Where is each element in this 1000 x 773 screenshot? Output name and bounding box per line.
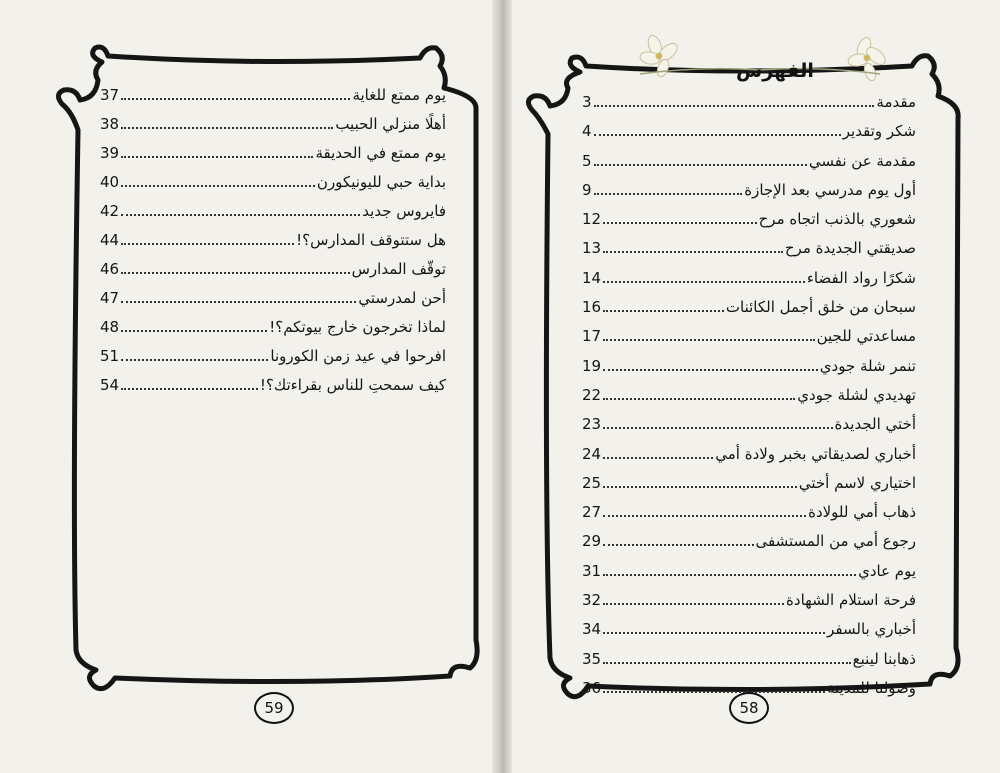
toc-entry xyxy=(100,289,446,318)
dot-leader xyxy=(603,562,856,576)
dot-leader xyxy=(121,86,350,100)
toc-entry-page: 24 xyxy=(582,444,602,463)
toc-entry-page: 16 xyxy=(582,298,602,317)
dot-leader xyxy=(594,152,807,166)
toc-list-right xyxy=(582,93,916,708)
toc-entry-page: 3 xyxy=(582,93,592,111)
toc-entry-page: 51 xyxy=(100,347,120,365)
toc-entry-title: سبحان من خلق أجمل الكائنات xyxy=(725,298,916,317)
dot-leader xyxy=(603,474,797,488)
dot-leader xyxy=(603,298,724,312)
toc-entry xyxy=(100,86,446,115)
dot-leader xyxy=(603,386,795,400)
toc-entry-title: مقدمة xyxy=(876,93,916,111)
toc-entry xyxy=(100,231,446,260)
toc-entry-page: 29 xyxy=(582,532,602,551)
dot-leader xyxy=(121,260,350,274)
toc-entry-page: 17 xyxy=(582,327,602,346)
toc-entry-page: 5 xyxy=(582,151,592,170)
dot-leader xyxy=(121,376,258,390)
dot-leader xyxy=(603,415,832,429)
dot-leader xyxy=(594,93,875,107)
toc-entry-title: اختياري لاسم أختي xyxy=(798,473,916,492)
toc-entry xyxy=(582,445,916,474)
toc-entry-title: افرحوا في عيد زمن الكورونا xyxy=(270,347,446,365)
toc-entry xyxy=(100,173,446,202)
toc-entry xyxy=(100,115,446,144)
toc-entry-title: فايروس جديد xyxy=(362,202,446,220)
toc-entry-title: شكر وتقدير xyxy=(842,122,916,141)
toc-entry-page: 48 xyxy=(100,318,120,336)
toc-entry xyxy=(582,122,916,151)
toc-entry-title: أحن لمدرستي xyxy=(358,289,446,307)
toc-entry xyxy=(582,591,916,620)
toc-entry xyxy=(582,562,916,591)
dot-leader xyxy=(603,210,757,224)
toc-entry-title: تهديدي لشلة جودي xyxy=(797,385,916,404)
toc-entry-title: ذهاب أمي للولادة xyxy=(808,503,916,522)
toc-entry-page: 47 xyxy=(100,289,120,307)
toc-entry-page: 31 xyxy=(582,561,602,580)
dot-leader xyxy=(121,202,360,216)
dot-leader xyxy=(603,327,814,341)
toc-entry-page: 40 xyxy=(100,173,120,191)
flower-icon xyxy=(847,36,888,83)
toc-entry xyxy=(582,269,916,298)
toc-entry-page: 13 xyxy=(582,239,602,258)
dot-leader xyxy=(603,532,753,546)
toc-entry xyxy=(582,93,916,122)
toc-entry-title: وصولنا للمدينة xyxy=(827,678,916,697)
dot-leader xyxy=(603,591,784,605)
dot-leader xyxy=(121,318,267,332)
toc-entry xyxy=(100,202,446,231)
dot-leader xyxy=(603,503,806,517)
toc-entry xyxy=(582,152,916,181)
toc-entry-page: 37 xyxy=(100,86,120,104)
toc-entry-title: شعوري بالذنب اتجاه مرح xyxy=(758,210,916,229)
toc-entry-page: 42 xyxy=(100,202,120,220)
toc-entry-title: يوم عادي xyxy=(858,561,916,580)
dot-leader xyxy=(603,269,805,283)
toc-entry-page: 23 xyxy=(582,415,602,434)
toc-entry-page: 34 xyxy=(582,620,602,639)
dot-leader xyxy=(603,357,818,371)
toc-entry xyxy=(582,239,916,268)
dot-leader xyxy=(594,122,841,136)
toc-entry-title: أخباري بالسفر xyxy=(827,620,916,639)
toc-entry-title: تنمر شلة جودي xyxy=(819,356,916,375)
toc-entry-page: 44 xyxy=(100,231,120,249)
toc-entry-page: 54 xyxy=(100,376,120,394)
dot-leader xyxy=(603,650,851,664)
toc-entry xyxy=(100,144,446,173)
toc-entry-title: رجوع أمي من المستشفى xyxy=(755,532,916,551)
toc-entry xyxy=(582,503,916,532)
page-number-left: 59 xyxy=(254,692,294,724)
toc-entry-title: كيف سمحتِ للناس بقراءتك؟! xyxy=(259,376,446,394)
toc-entry-page: 9 xyxy=(582,180,592,199)
dot-leader xyxy=(121,289,356,303)
toc-entry-page: 19 xyxy=(582,356,602,375)
dot-leader xyxy=(121,144,313,158)
toc-entry-page: 25 xyxy=(582,473,602,492)
page-number-right: 58 xyxy=(729,692,769,724)
dot-leader xyxy=(121,115,333,129)
toc-entry-page: 46 xyxy=(100,260,120,278)
toc-entry-page: 22 xyxy=(582,385,602,404)
toc-entry xyxy=(582,327,916,356)
toc-entry-title: توقّف المدارس xyxy=(351,260,446,278)
toc-entry-title: شكرًا رواد الفضاء xyxy=(806,268,916,287)
toc-entry xyxy=(582,181,916,210)
toc-list-left xyxy=(100,86,446,405)
toc-entry-title: أول يوم مدرسي بعد الإجازة xyxy=(744,180,916,199)
toc-entry xyxy=(100,376,446,405)
dot-leader xyxy=(603,445,713,459)
page-title: الفهرس xyxy=(736,60,814,82)
toc-entry-title: بداية حبي لليونيكورن xyxy=(316,173,446,191)
dot-leader xyxy=(121,173,315,187)
toc-entry-page: 38 xyxy=(100,115,120,133)
toc-entry xyxy=(100,260,446,289)
toc-entry xyxy=(582,532,916,561)
toc-entry-title: صديقتي الجديدة مرح xyxy=(784,239,916,258)
toc-entry-page: 35 xyxy=(582,649,602,668)
toc-entry xyxy=(582,474,916,503)
toc-entry xyxy=(100,347,446,376)
toc-entry-title: مقدمة عن نفسي xyxy=(808,151,916,170)
toc-entry xyxy=(582,386,916,415)
toc-entry-page: 32 xyxy=(582,591,602,610)
dot-leader xyxy=(121,231,294,245)
toc-entry-page: 12 xyxy=(582,210,602,229)
toc-entry-title: فرحة استلام الشهادة xyxy=(786,591,916,610)
toc-entry-title: أخباري لصديقاتي بخبر ولادة أمي xyxy=(715,444,916,463)
toc-entry-title: أختي الجديدة xyxy=(834,415,916,434)
toc-entry-page: 36 xyxy=(582,678,602,697)
dot-leader xyxy=(603,679,825,693)
toc-entry xyxy=(100,318,446,347)
dot-leader xyxy=(603,620,825,634)
toc-entry-title: هل ستتوقف المدارس؟! xyxy=(296,231,446,249)
toc-entry xyxy=(582,298,916,327)
toc-entry-title: أهلًا منزلي الحبيب xyxy=(335,115,446,133)
toc-entry xyxy=(582,415,916,444)
toc-entry xyxy=(582,357,916,386)
toc-entry-page: 14 xyxy=(582,268,602,287)
toc-entry xyxy=(582,620,916,649)
toc-entry-title: لماذا تخرجون خارج بيوتكم؟! xyxy=(269,318,446,336)
toc-entry-title: مساعدتي للجين xyxy=(816,327,916,346)
toc-entry-page: 39 xyxy=(100,144,120,162)
dot-leader xyxy=(603,239,783,253)
dot-leader xyxy=(121,347,268,361)
toc-entry-page: 27 xyxy=(582,503,602,522)
dot-leader xyxy=(594,181,743,195)
toc-entry-page: 4 xyxy=(582,122,592,141)
toc-entry xyxy=(582,210,916,239)
toc-entry xyxy=(582,650,916,679)
toc-entry-title: يوم ممتع في الحديقة xyxy=(315,144,446,162)
toc-entry-title: ذهابنا لينبع xyxy=(852,649,916,668)
toc-entry-title: يوم ممتع للغاية xyxy=(352,86,446,104)
